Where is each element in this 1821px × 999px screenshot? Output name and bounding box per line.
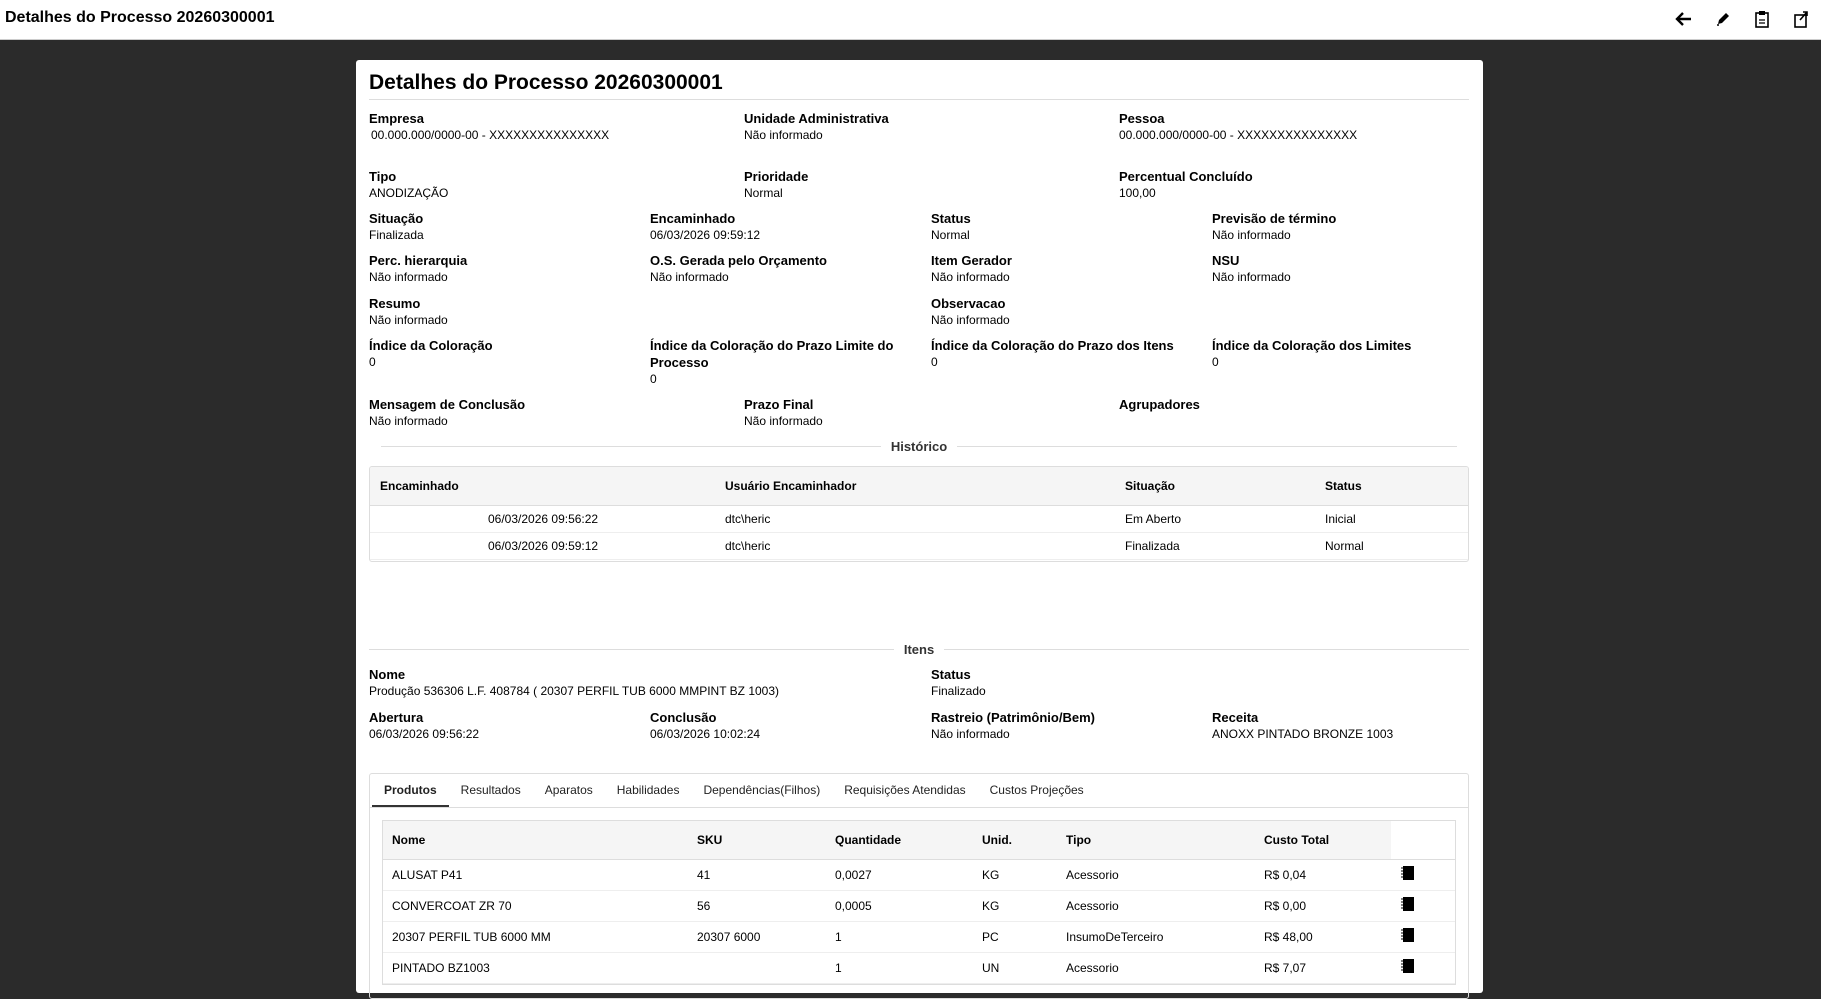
table-row[interactable]: 20307 PERFIL TUB 6000 MM 20307 6000 1 PC InsumoDeTerceiro R$ 48,00: [383, 921, 1455, 952]
table-header-row: [370, 467, 1468, 505]
column-header[interactable]: Quantidade: [826, 821, 973, 859]
document-icon[interactable]: [1401, 865, 1415, 881]
column-header[interactable]: Status: [1315, 467, 1468, 505]
table-row[interactable]: CONVERCOAT ZR 70 56 0,0005 KG Acessorio R$ 0,00: [383, 890, 1455, 921]
window-title: Detalhes do Processo 20260300001: [5, 9, 275, 26]
column-header[interactable]: Custo Total: [1255, 821, 1391, 859]
field-indice-prazo-limite: Índice da Coloração do Prazo Limite do Processo 0: [650, 338, 894, 386]
item-conclusao: Conclusão 06/03/2026 10:02:24: [650, 710, 761, 741]
export-icon[interactable]: [1788, 8, 1813, 30]
tab-requisicoes[interactable]: Requisições Atendidas: [844, 783, 966, 797]
item-status: Status Finalizado: [931, 667, 986, 698]
field-resumo: Resumo Não informado: [369, 296, 448, 327]
item-rastreio: Rastreio (Patrimônio/Bem) Não informado: [931, 710, 1095, 741]
column-header[interactable]: SKU: [688, 821, 826, 859]
item-abertura: Abertura 06/03/2026 09:56:22: [369, 710, 480, 741]
field-empresa: Empresa 00.000.000/0000-00 - XXXXXXXXXXXXXXX: [369, 111, 610, 142]
field-pessoa: Pessoa 00.000.000/0000-00 - XXXXXXXXXXXXXXX: [1119, 111, 1358, 142]
tab-dependencias[interactable]: Dependências(Filhos): [703, 783, 821, 797]
historico-table: [369, 466, 1469, 562]
table-row[interactable]: PINTADO BZ1003 1 UN Acessorio R$ 7,07: [383, 952, 1455, 983]
tab-aparatos[interactable]: Aparatos: [544, 783, 593, 797]
field-indice-coloracao: Índice da Coloração 0: [369, 338, 493, 369]
column-header[interactable]: Unid.: [973, 821, 1057, 859]
field-indice-prazo-itens: Índice da Coloração do Prazo dos Itens 0: [931, 338, 1174, 369]
tab-resultados[interactable]: Resultados: [460, 783, 521, 797]
document-icon[interactable]: [1401, 927, 1415, 943]
pencil-icon[interactable]: [1710, 8, 1735, 30]
clipboard-icon[interactable]: [1749, 8, 1774, 30]
field-percentual: Percentual Concluído 100,00: [1119, 169, 1253, 200]
field-unidade: Unidade Administrativa Não informado: [744, 111, 889, 142]
field-indice-limites: Índice da Coloração dos Limites 0: [1212, 338, 1412, 369]
field-observacao: Observacao Não informado: [931, 296, 1010, 327]
field-encaminhado: Encaminhado 06/03/2026 09:59:12: [650, 211, 761, 242]
process-details-card: [356, 60, 1483, 993]
field-perc-hierarquia: Perc. hierarquia Não informado: [369, 253, 468, 284]
field-agrupadores: Agrupadores: [1119, 397, 1200, 412]
historico-separator: Histórico: [381, 436, 1457, 456]
table-row[interactable]: 06/03/2026 09:59:12 dtc\heric Finalizada Normal: [370, 532, 1468, 559]
tab-produtos[interactable]: Produtos: [372, 774, 449, 807]
field-nsu: NSU Não informado: [1212, 253, 1291, 284]
item-receita: Receita ANOXX PINTADO BRONZE 1003: [1212, 710, 1394, 741]
tab-custos-projecoes[interactable]: Custos Projeções: [989, 783, 1084, 797]
field-tipo: Tipo ANODIZAÇÃO: [369, 169, 449, 200]
field-prioridade: Prioridade Normal: [744, 169, 809, 200]
actions-header: [1391, 821, 1455, 859]
column-header[interactable]: Tipo: [1057, 821, 1255, 859]
item-tabs-panel: [369, 773, 1469, 999]
itens-separator: Itens: [369, 639, 1469, 659]
produtos-table: [382, 820, 1456, 985]
field-situacao: Situação Finalizada: [369, 211, 424, 242]
document-icon[interactable]: [1401, 896, 1415, 912]
arrow-left-icon[interactable]: [1671, 8, 1696, 30]
column-header[interactable]: Situação: [1115, 467, 1315, 505]
field-item-gerador: Item Gerador Não informado: [931, 253, 1012, 284]
field-previsao: Previsão de término Não informado: [1212, 211, 1337, 242]
field-mensagem: Mensagem de Conclusão Não informado: [369, 397, 526, 428]
tab-bar: [370, 774, 1468, 808]
column-header[interactable]: Encaminhado: [370, 467, 715, 505]
document-icon[interactable]: [1401, 958, 1415, 974]
table-row[interactable]: 06/03/2026 09:56:22 dtc\heric Em Aberto Inicial: [370, 505, 1468, 532]
item-nome: Nome Produção 536306 L.F. 408784 ( 20307 PERFIL TUB 6000 MMPINT BZ 1003): [369, 667, 780, 698]
field-os-gerada: O.S. Gerada pelo Orçamento Não informado: [650, 253, 827, 284]
column-header[interactable]: Usuário Encaminhador: [715, 467, 1115, 505]
table-header-row: [383, 821, 1455, 859]
page-title: Detalhes do Processo 20260300001: [369, 71, 1469, 100]
field-prazo-final: Prazo Final Não informado: [744, 397, 823, 428]
tab-habilidades[interactable]: Habilidades: [616, 783, 680, 797]
field-status: Status Normal: [931, 211, 971, 242]
column-header[interactable]: Nome: [383, 821, 688, 859]
top-bar: [0, 0, 1821, 40]
toolbar-actions: [1671, 8, 1813, 30]
table-row[interactable]: ALUSAT P41 41 0,0027 KG Acessorio R$ 0,04: [383, 859, 1455, 890]
